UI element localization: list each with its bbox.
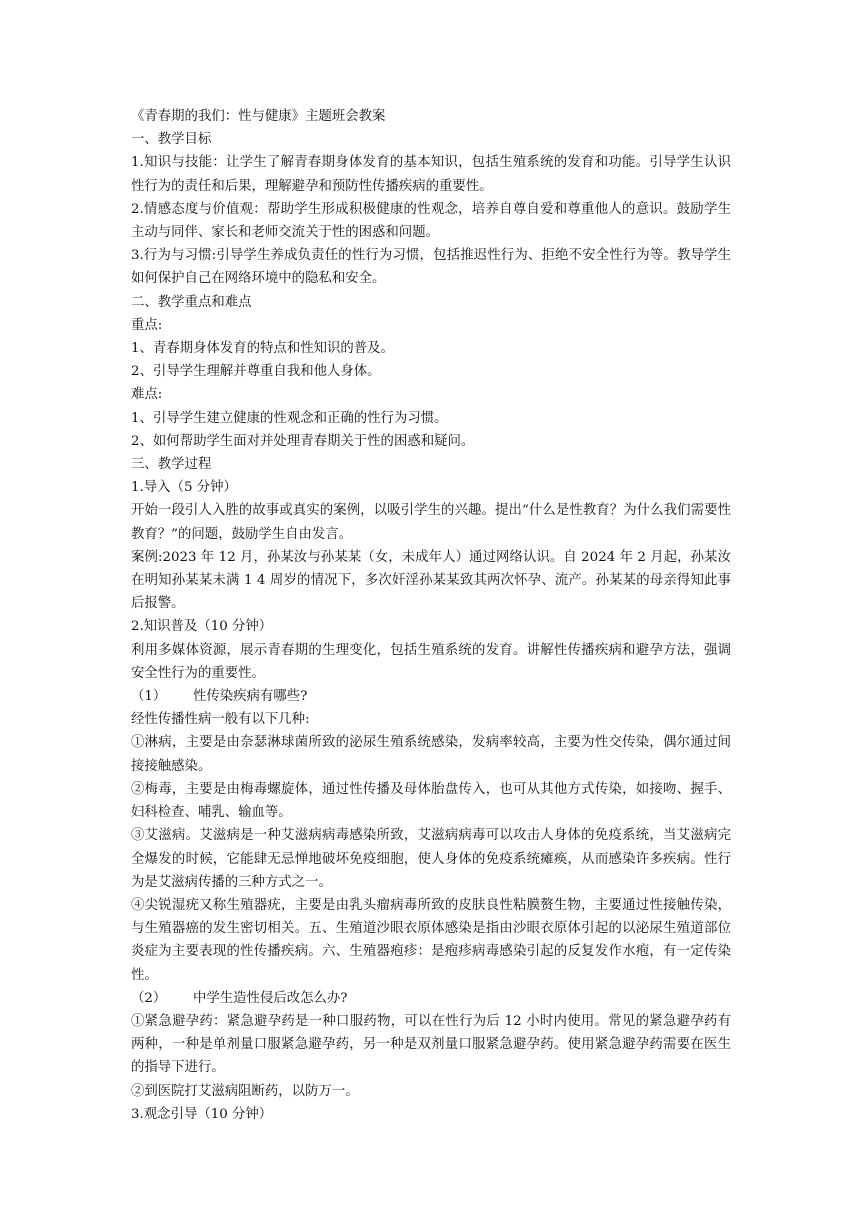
question-2-text: 中学生造性侵后改怎么办? — [193, 990, 348, 1006]
key-point-2: 2、引导学生理解并尊重自我和他人身体。 — [131, 364, 381, 380]
disease-item-3: ③艾滋病。艾滋病是一种艾滋病病毒感染所致，艾滋病病毒可以攻击人身体的免疫系统，当艾滋病完全爆发的时候，它能肆无忌惮地破坏免疫细胞，使人身体的免疫系统瘫痪，从而感染许多疾病。性行为是艾滋病传播的三种方式之一。 — [131, 828, 731, 890]
disease-item-4: ④尖锐湿疣又称生殖器疣，主要是由乳头瘤病毒所致的皮肤良性粘膜赘生物，主要通过性接触传染，与生殖器癌的发生密切相关。五、生殖道沙眼衣原体感染是指由沙眼衣原体引起的以泌尿生殖道部位炎症为主要表现的性传播疾病。六、生殖器疱疹：是疱疹病毒感染引起的反复发作水疱，有一定传染性。 — [131, 897, 731, 983]
key-point-1: 1、青春期身体发育的特点和性知识的普及。 — [131, 341, 394, 357]
question-1-number: （1） — [131, 689, 167, 705]
section-heading-process: 三、教学过程 — [131, 457, 212, 473]
question-1 — [131, 685, 731, 708]
difficulty-1: 1、引导学生建立健康的性观念和正确的性行为习惯。 — [131, 410, 448, 426]
paragraph-intro: 开始一段引人入胜的故事或真实的案例，以吸引学生的兴趣。提出“什么是性教育？为什么我们需要性教育？”的问题，鼓励学生自由发言。 — [131, 503, 731, 542]
paragraph-case: 案例:2023 年 12 月，孙某汝与孙某某（女，未成年人）通过网络认识。自 2024 年 2 月起，孙某汝在明知孙某某未满 1 4 周岁的情况下，多次奸淫孙某某致其两次怀孕、流产。孙某某的母亲得知此事后报警。 — [131, 549, 731, 612]
answer-item-1: ①紧急避孕药：紧急避孕药是一种口服药物，可以在性行为后 12 小时内使用。常见的紧急避孕药有两种，一种是单剂量口服紧急避孕药，另一种是双剂量口服紧急避孕药。使用紧急避孕药需要在医生的指导下进行。 — [131, 1013, 731, 1076]
disease-item-1: ①淋病，主要是由奈瑟淋球菌所致的泌尿生殖系统感染，发病率较高，主要为性交传染，偶尔通过间接接触感染。 — [131, 735, 731, 774]
key-points-label: 重点: — [131, 317, 163, 333]
subheading-intro: 1.导入（5 分钟） — [131, 480, 237, 496]
document-title: 《青春期的我们：性与健康》主题班会教案 — [131, 109, 386, 124]
question-2-number: （2） — [131, 990, 167, 1006]
disease-item-2: ②梅毒，主要是由梅毒螺旋体，通过性传播及母体胎盘传入，也可从其他方式传染，如接吻、握手、妇科检查、哺乳、输血等。 — [131, 781, 731, 821]
subheading-knowledge: 2.知识普及（10 分钟） — [131, 619, 273, 635]
question-1-text: 性传染疾病有哪些? — [193, 689, 308, 705]
paragraph-goal-1: 1.知识与技能：让学生了解青春期身体发育的基本知识，包括生殖系统的发育和功能。引导学生认识性行为的责任和后果，理解避孕和预防性传播疾病的重要性。 — [131, 155, 731, 194]
section-heading-goals: 一、教学目标 — [131, 132, 212, 148]
document-body — [131, 105, 731, 1126]
section-heading-key-points: 二、教学重点和难点 — [131, 294, 252, 310]
difficulties-label: 难点: — [131, 387, 163, 403]
subheading-guidance: 3.观念引导（10 分钟） — [131, 1106, 273, 1122]
paragraph-goal-2: 2.情感态度与价值观：帮助学生形成积极健康的性观念，培养自尊自爱和尊重他人的意识。鼓励学生主动与同伴、家长和老师交流关于性的困惑和问题。 — [131, 201, 731, 241]
answer-item-2: ②到医院打艾滋病阻断药，以防万一。 — [131, 1083, 359, 1099]
disease-lead: 经性传播性病一般有以下几种: — [131, 712, 310, 728]
paragraph-knowledge: 利用多媒体资源，展示青春期的生理变化，包括生殖系统的发育。讲解性传播疾病和避孕方法，强调安全性行为的重要性。 — [131, 642, 731, 681]
question-2 — [131, 987, 731, 1010]
difficulty-2: 2、如何帮助学生面对并处理青春期关于性的困惑和疑问。 — [131, 433, 475, 449]
paragraph-goal-3: 3.行为与习惯:引导学生养成负责任的性行为习惯，包括推迟性行为、拒绝不安全性行为等。教导学生如何保护自己在网络环境中的隐私和安全。 — [131, 248, 731, 287]
